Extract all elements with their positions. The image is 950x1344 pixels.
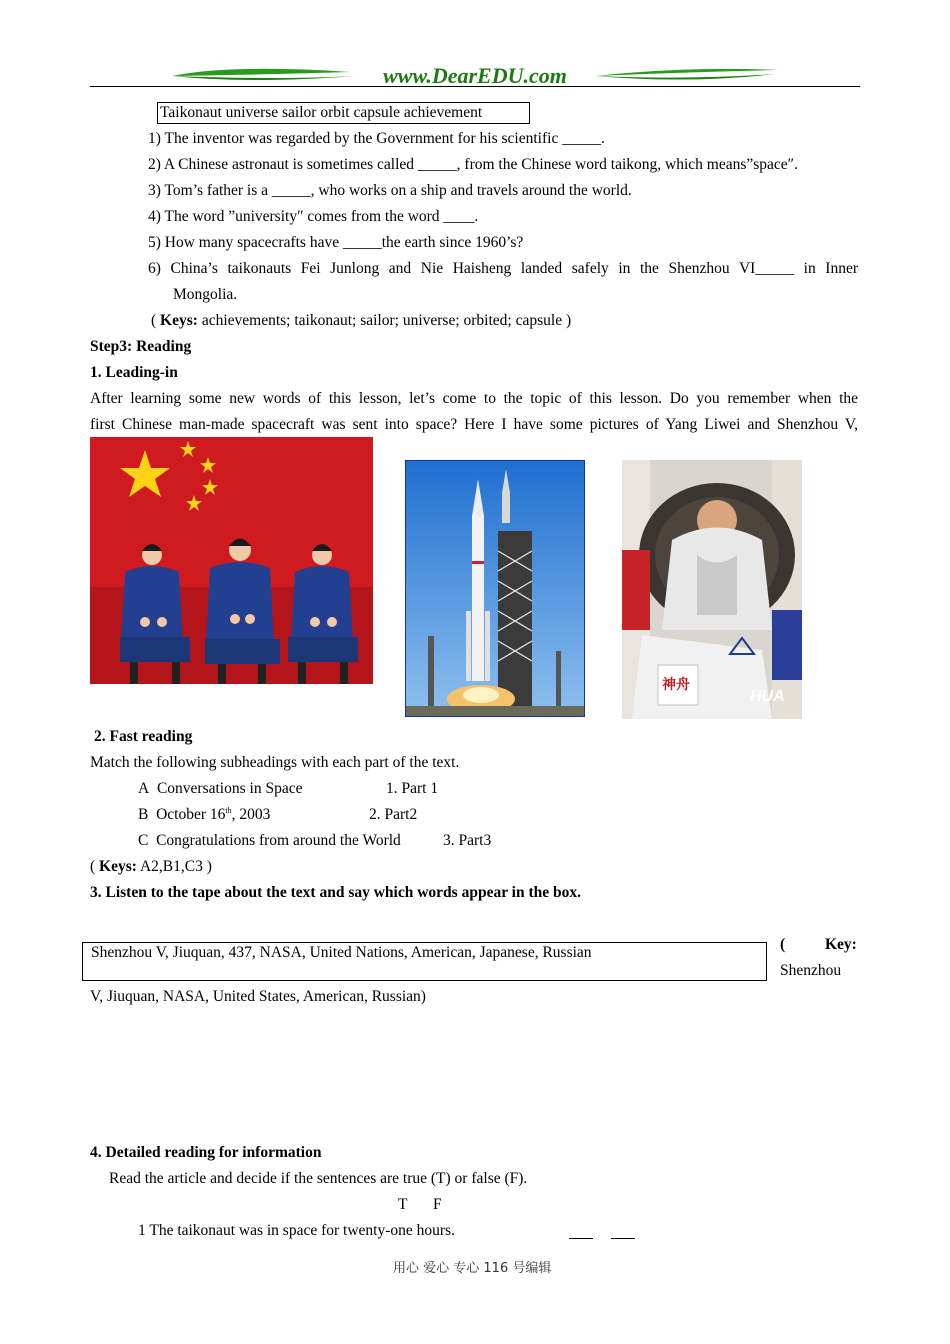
listen-key-rest: V, Jiuquan, NASA, United States, American, Russian): [90, 988, 426, 1005]
column-true: T: [398, 1196, 408, 1213]
exercise-1: 1) The inventor was regarded by the Government for his scientific _____.: [148, 130, 605, 147]
exercise-6-continued: Mongolia.: [173, 286, 238, 303]
fast-reading-instruction: Match the following subheadings with each part of the text.: [90, 754, 460, 771]
listen-heading: 3. Listen to the tape about the text and say which words appear in the box.: [90, 884, 582, 901]
part-3: 3. Part3: [443, 832, 492, 849]
detailed-reading-heading: 4. Detailed reading for information: [90, 1144, 322, 1161]
vocabulary-words: Taikonaut universe sailor orbit capsule achievement: [160, 104, 483, 121]
exercise-5: 5) How many spacecrafts have _____the earth since 1960’s?: [148, 234, 524, 251]
listen-words: Shenzhou V, Jiuquan, 437, NASA, United Nations, American, Japanese, Russian: [91, 944, 592, 961]
listen-key-open: (: [780, 936, 786, 953]
part-1: 1. Part 1: [386, 780, 439, 797]
capsule-photo: [622, 460, 802, 719]
leading-in-line2: first Chinese man-made spacecraft was sent into space? Here I have some pictures of Yang Liwei and Shenzhou V,: [90, 416, 858, 433]
taikonauts-illustration: [90, 437, 373, 684]
listen-key-label: Key:: [825, 936, 857, 953]
capsule-illustration: [622, 460, 802, 719]
detailed-reading-instruction: Read the article and decide if the sentences are true (T) or false (F).: [109, 1170, 528, 1187]
question-1: 1 The taikonaut was in space for twenty-one hours.: [138, 1222, 455, 1239]
leading-in-heading: 1. Leading-in: [90, 364, 178, 381]
column-false: F: [433, 1196, 442, 1213]
rocket-launch-photo: [405, 460, 585, 717]
subheading-c: C Congratulations from around the World: [138, 832, 401, 849]
subheading-b: B October 16th, 2003: [138, 805, 271, 823]
answer-blank-false[interactable]: [611, 1238, 635, 1239]
step3-heading: Step3: Reading: [90, 338, 192, 355]
leading-in-line1: After learning some new words of this lesson, let’s come to the topic of this lesson. Do you remember when the: [90, 390, 858, 407]
exercise-4: 4) The word ”university″ comes from the word ____.: [148, 208, 479, 225]
subheading-a: A Conversations in Space: [138, 780, 303, 797]
listen-key-side: Shenzhou: [780, 962, 842, 979]
keys-vocabulary: ( Keys: achievements; taikonaut; sailor; universe; orbited; capsule ): [151, 312, 572, 329]
site-name[interactable]: www.DearEDU.com: [383, 63, 567, 88]
exercise-3: 3) Tom’s father is a _____, who works on a ship and travels around the world.: [148, 182, 632, 199]
exercise-2: 2) A Chinese astronaut is sometimes called _____, from the Chinese word taikong, which means”space″.: [148, 156, 798, 173]
page-footer: 用心 爱心 专心 116 号编辑: [393, 1261, 552, 1276]
capsule-watermark: HUA: [750, 688, 785, 705]
keys-fast-reading: ( Keys: A2,B1,C3 ): [90, 858, 212, 875]
rocket-illustration: [406, 461, 584, 716]
header-rule: [90, 86, 860, 87]
answer-blank-true[interactable]: [569, 1238, 593, 1239]
exercise-6: 6) China’s taikonauts Fei Junlong and Nie Haisheng landed safely in the Shenzhou VI_____ in Inner: [148, 260, 858, 277]
taikonauts-photo: [90, 437, 373, 684]
part-2: 2. Part2: [369, 806, 418, 823]
fast-reading-heading: 2. Fast reading: [94, 728, 193, 745]
capsule-caption: 神舟: [662, 677, 690, 693]
